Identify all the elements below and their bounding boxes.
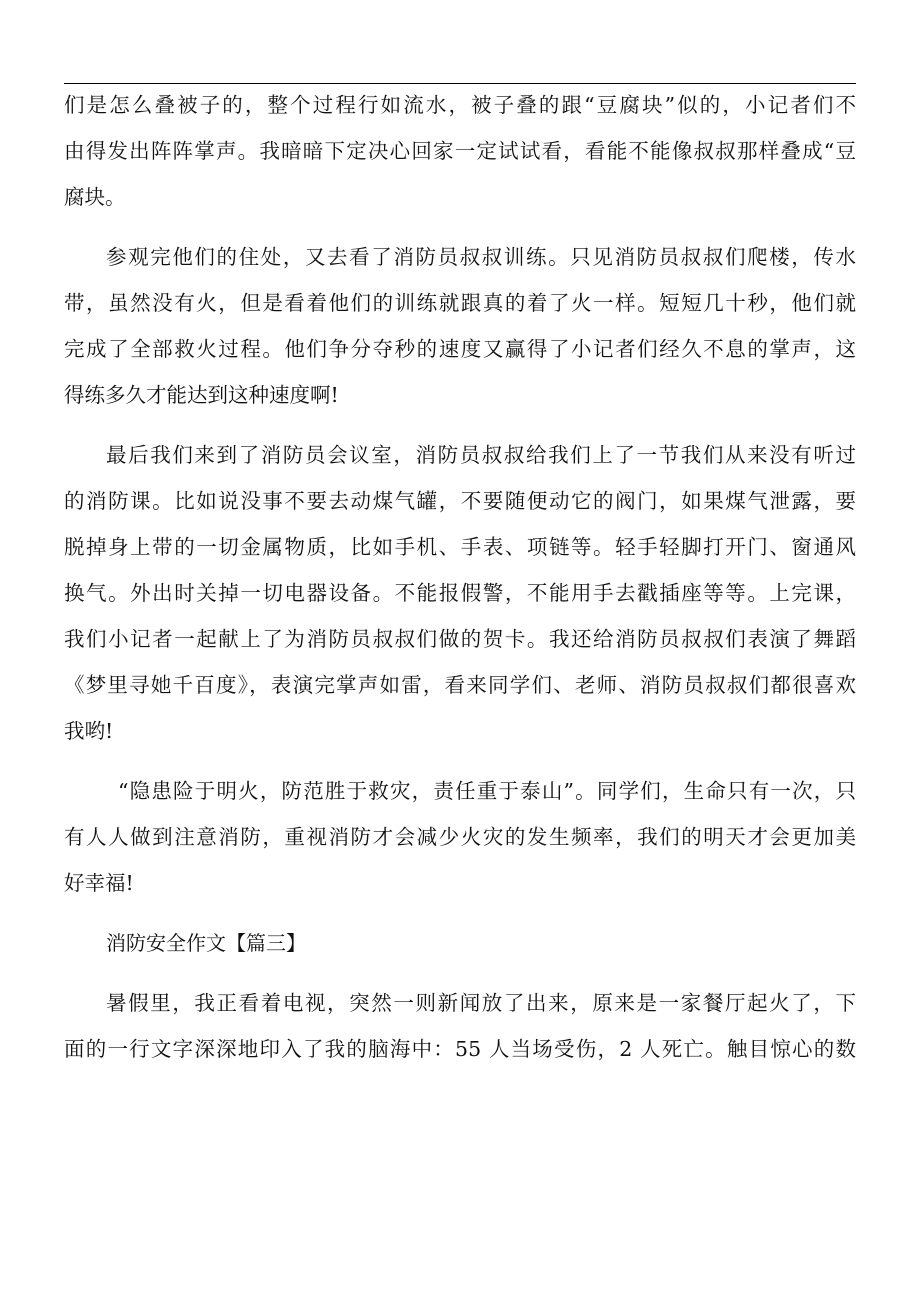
paragraph-gap	[64, 418, 856, 432]
text-line: 我哟!	[64, 719, 114, 743]
paragraph	[64, 980, 856, 1072]
text-line: 参观完他们的住处，又去看了消防员叔叔训练。只见消防员叔叔们爬楼，传水	[106, 245, 856, 269]
text-line: 完成了全部救火过程。他们争分夺秒的速度又赢得了小记者们经久不息的掌声，这	[64, 337, 856, 361]
paragraph	[64, 82, 856, 220]
text-line: 带，虽然没有火，但是看着他们的训练就跟真的着了火一样。短短几十秒，他们就	[64, 291, 856, 315]
paragraph-gap	[64, 754, 856, 768]
paragraph-gap	[64, 906, 856, 920]
text-line: 们是怎么叠被子的，整个过程行如流水，被子叠的跟“豆腐块”似的，小记者们不	[64, 93, 856, 117]
text-line: 我们小记者一起献上了为消防员叔叔们做的贺卡。我还给消防员叔叔们表演了舞蹈	[64, 627, 856, 651]
text-line: 的消防课。比如说没事不要去动煤气罐，不要随便动它的阀门，如果煤气泄露，要	[64, 489, 856, 513]
text-line: 最后我们来到了消防员会议室，消防员叔叔给我们上了一节我们从来没有听过	[106, 443, 856, 467]
paragraph	[64, 234, 856, 418]
text-line: 腐块。	[64, 185, 126, 209]
text-line: 换气。外出时关掉一切电器设备。不能报假警，不能用手去戳插座等等。上完课，	[64, 581, 856, 605]
text-line: 脱掉身上带的一切金属物质，比如手机、手表、项链等。轻手轻脚打开门、窗通风	[64, 535, 856, 559]
paragraph	[64, 768, 856, 906]
text-line: 面的一行文字深深地印入了我的脑海中：55 人当场受伤，2 人死亡。触目惊心的数	[64, 1037, 856, 1061]
text-line: 有人人做到注意消防，重视消防才会减少火灾的发生频率，我们的明天才会更加美	[64, 825, 856, 849]
text-line: 《梦里寻她千百度》，表演完掌声如雷，看来同学们、老师、消防员叔叔们都很喜欢	[64, 673, 856, 697]
text-line: “隐患险于明火，防范胜于救灾，责任重于泰山”。同学们，生命只有一次，只	[118, 779, 856, 803]
document-body	[64, 82, 856, 1072]
section-heading	[64, 920, 856, 966]
text-line: 由得发出阵阵掌声。我暗暗下定决心回家一定试试看，看能不能像叔叔那样叠成“豆	[64, 139, 856, 163]
text-line: 暑假里，我正看着电视，突然一则新闻放了出来，原来是一家餐厅起火了，下	[106, 991, 856, 1015]
paragraph-gap	[64, 966, 856, 980]
heading-text: 消防安全作文【篇三】	[106, 931, 306, 955]
paragraph-gap	[64, 220, 856, 234]
paragraph	[64, 432, 856, 754]
text-line: 得练多久才能达到这种速度啊!	[64, 383, 339, 407]
text-line: 好幸福!	[64, 871, 134, 895]
